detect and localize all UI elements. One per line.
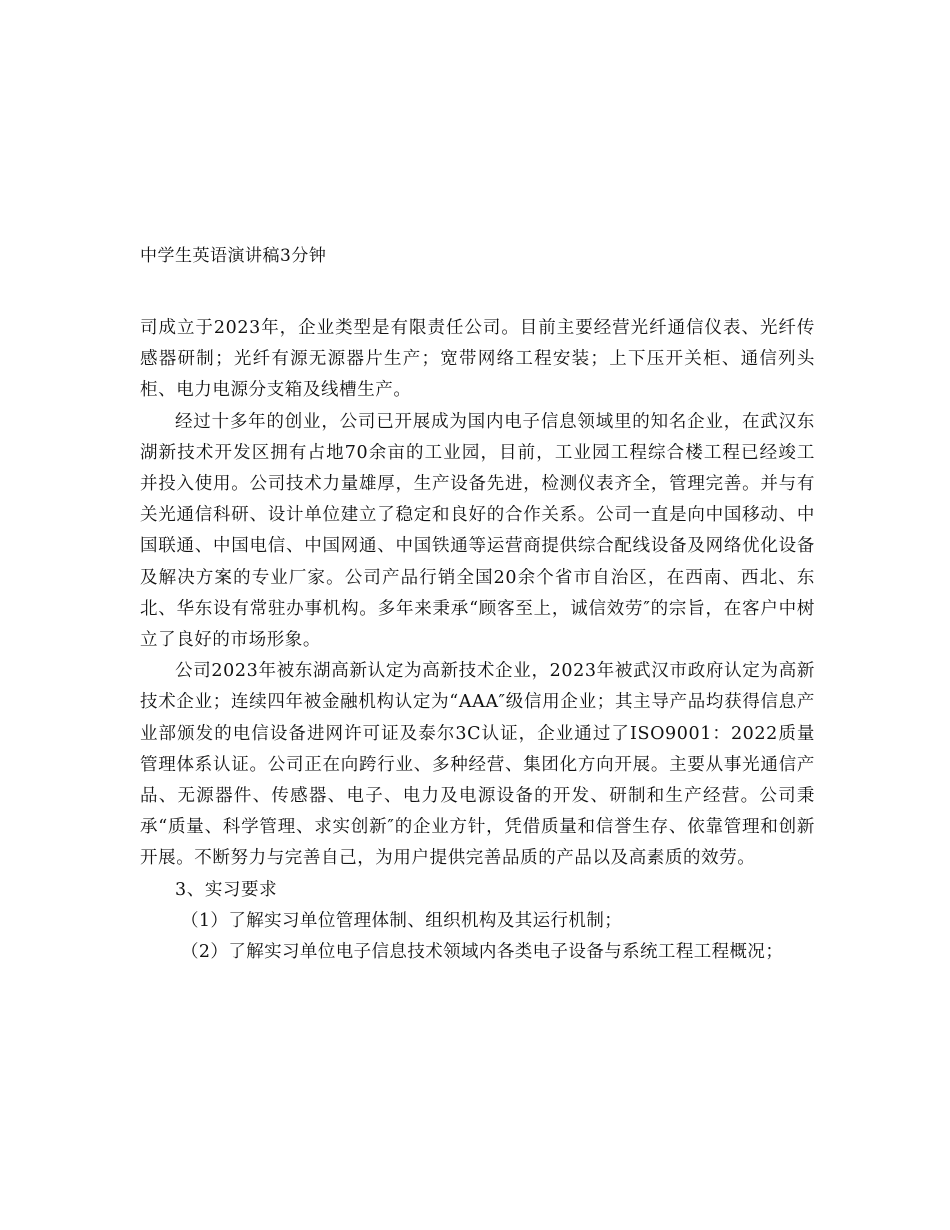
document-title: 中学生英语演讲稿3分钟 (140, 246, 327, 266)
requirement-item: （1）了解实习单位管理体制、组织机构及其运行机制； (181, 910, 623, 931)
section-heading-requirements: 3、实习要求 (175, 879, 278, 900)
requirement-item: （2）了解实习单位电子信息技术领域内各类电子设备与系统工程工程概况； (181, 942, 784, 963)
paragraph-company-development: 经过十多年的创业，公司已开展成为国内电子信息领域里的知名企业，在武汉东湖新技术开发区拥有占地70余亩的工业园，目前，工业园工程综合楼工程已经竣工并投入使用。公司技术力量雄厚，生产设备先进，检测仪表齐全，管理完善。并与有关光通信科研、设计单位建立了稳定和良好的合作关系。公司一直是向中国移动、中国联通、中国电信、中国网通、中国铁通等运营商提供综合配线设备及网络优化设备及解决方案的专业厂家。公司产品行销全国20余个省市自治区，在西南、西北、东北、华东设有常驻办事机构。多年来秉承“顾客至上，诚信效劳″的宗旨，在客户中树立了良好的市场形象。 (140, 411, 815, 651)
document-body (140, 313, 815, 968)
paragraph-company-intro: 司成立于2023年，企业类型是有限责任公司。目前主要经营光纤通信仪表、光纤传感器研制；光纤有源无源器片生产；宽带网络工程安装；上下压开关柜、通信列头柜、电力电源分支箱及线槽生产。 (140, 318, 815, 401)
paragraph-company-certifications: 公司2023年被东湖高新认定为高新技术企业，2023年被武汉市政府认定为高新技术企业；连续四年被金融机构认定为“AAA″级信用企业；其主导产品均获得信息产业部颁发的电信设备进网许可证及泰尔3C认证，企业通过了ISO9001：2022质量管理体系认证。公司正在向跨行业、多种经营、集团化方向开展。主要从事光通信产品、无源器件、传感器、电子、电力及电源设备的开发、研制和生产经营。公司秉承“质量、科学管理、求实创新″的企业方针，凭借质量和信誉生存、依靠管理和创新开展。不断努力与完善自己，为用户提供完善品质的产品以及高素质的效劳。 (140, 661, 815, 869)
